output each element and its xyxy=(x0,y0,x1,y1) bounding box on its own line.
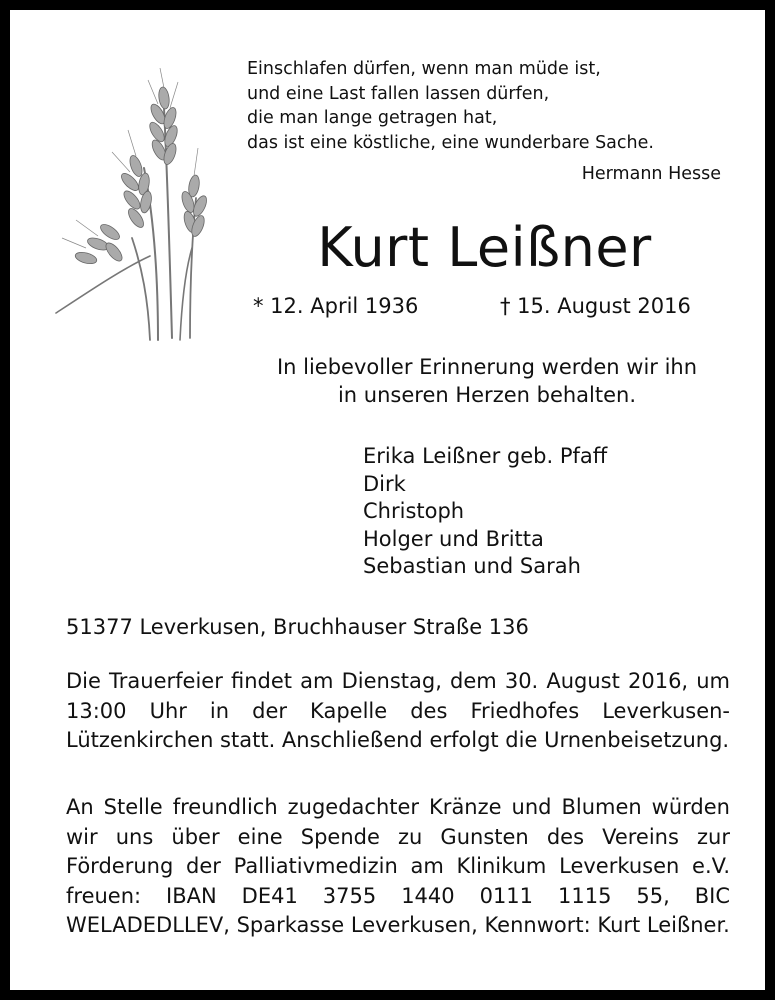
mourner: Christoph xyxy=(363,499,465,523)
mourners-list xyxy=(363,443,607,581)
memorial-line: in unseren Herzen behalten. xyxy=(337,383,637,407)
quote-line: Einschlafen dürfen, wenn man müde ist, xyxy=(247,59,601,79)
donation-paragraph: An Stelle freundlich zugedachter Kränze und Blumen würden wir uns über eine Spende zu Gunsten des Vereins zur Förderung der Palliativmedizin am Klinikum Leverkusen e.V. freuen: IBAN DE41 3755 1440 0111 1115 55, BIC WELADEDLLEV, Sparkasse Leverkusen, Kennwort: Kurt Leißner. xyxy=(66,795,730,937)
mourner: Dirk xyxy=(363,471,406,496)
deceased-name: Kurt Leißner xyxy=(317,216,652,279)
quote-author: Hermann Hesse xyxy=(581,164,721,184)
address: 51377 Leverkusen, Bruchhauser Straße 136 xyxy=(66,615,529,639)
birth-date: * 12. April 1936 xyxy=(253,294,419,318)
quote-line: und eine Last fallen lassen dürfen, xyxy=(247,83,550,104)
memorial-text xyxy=(242,353,732,409)
quote xyxy=(247,57,737,155)
memorial-line: In liebevoller Erinnerung werden wir ihn xyxy=(276,355,698,379)
wheat-ears-icon xyxy=(54,68,214,343)
quote-line: das ist eine köstliche, eine wunderbare Sache. xyxy=(247,132,654,153)
ceremony-paragraph: Die Trauerfeier findet am Dienstag, dem 30. August 2016, um 13:00 Uhr in der Kapelle des Friedhofes Leverkusen-Lützenkirchen statt. Anschließend erfolgt die Urnenbeisetzung. xyxy=(66,669,730,752)
mourner: Erika Leißner geb. Pfaff xyxy=(363,444,608,468)
quote-line: die man lange getragen hat, xyxy=(247,108,498,128)
mourner: Holger und Britta xyxy=(363,526,544,551)
mourner: Sebastian und Sarah xyxy=(363,554,581,578)
death-date: † 15. August 2016 xyxy=(500,294,691,318)
